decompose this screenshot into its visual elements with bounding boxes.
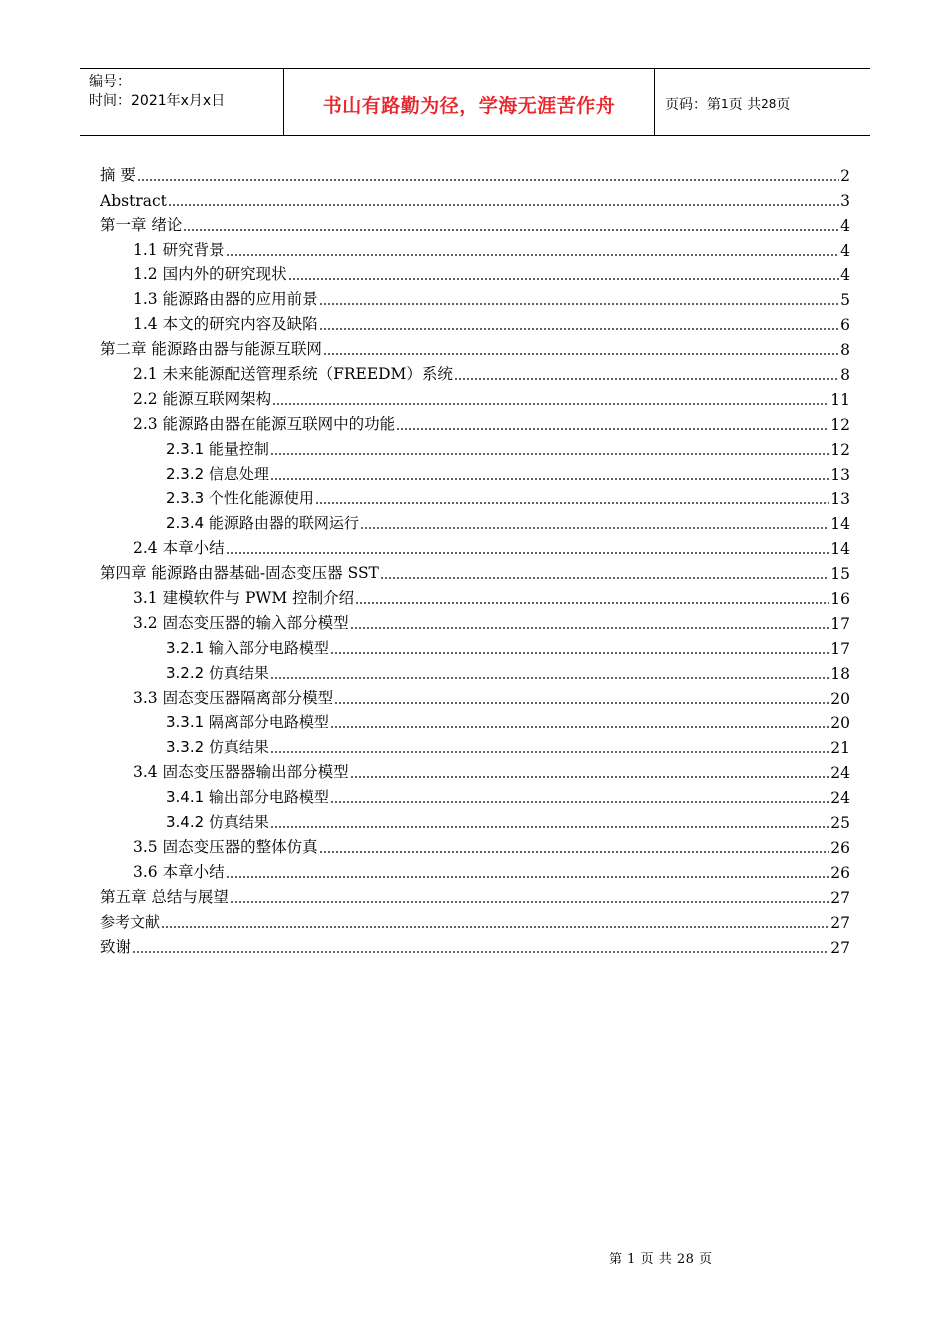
toc-dot-leader: [226, 254, 840, 256]
toc-entry[interactable]: [100, 807, 850, 832]
footer-current: 1: [627, 1252, 636, 1267]
toc-entry-title: 2.2 能源互联网架构: [133, 389, 272, 408]
toc-entry[interactable]: [100, 508, 850, 533]
toc-dot-leader: [270, 677, 829, 679]
toc-entry[interactable]: [100, 757, 850, 782]
header-page-suffix: 页: [776, 97, 791, 113]
toc-entry[interactable]: [100, 882, 850, 907]
footer-suffix: 页: [699, 1252, 713, 1267]
toc-entry-title: 3.3.1 隔离部分电路模型: [166, 713, 329, 732]
toc-entry-page: 26: [830, 838, 850, 857]
toc-entry[interactable]: [100, 409, 850, 434]
toc-entry-title: 2.3.2 信息处理: [166, 464, 269, 483]
toc-entry-title: 3.4 固态变压器器输出部分模型: [133, 763, 349, 782]
toc-entry[interactable]: [100, 235, 850, 260]
toc-dot-leader: [319, 851, 830, 853]
header-page-mid: 页 共: [728, 97, 762, 113]
toc-dot-leader: [396, 428, 829, 430]
toc-dot-leader: [230, 901, 829, 903]
toc-entry[interactable]: [100, 459, 850, 484]
toc-entry[interactable]: [100, 732, 850, 757]
toc-entry-page: 13: [830, 490, 850, 509]
toc-entry[interactable]: [100, 832, 850, 857]
footer-prefix: 第: [609, 1252, 623, 1267]
toc-entry-page: 15: [830, 565, 850, 584]
toc-entry[interactable]: [100, 284, 850, 309]
toc-entry-page: 24: [830, 764, 850, 783]
toc-entry[interactable]: [100, 857, 850, 882]
toc-entry-page: 27: [830, 938, 850, 957]
toc-entry-title: 3.1 建模软件与 PWM 控制介绍: [133, 589, 355, 608]
toc-dot-leader: [330, 652, 829, 654]
toc-entry-page: 27: [830, 913, 850, 932]
toc-entry-title: 2.4 本章小结: [133, 539, 225, 558]
toc-dot-leader: [270, 478, 829, 480]
toc-dot-leader: [380, 577, 829, 579]
toc-entry-title: 2.3.4 能源路由器的联网运行: [166, 514, 359, 533]
toc-entry-page: 4: [840, 266, 850, 285]
toc-dot-leader: [315, 502, 829, 504]
toc-dot-leader: [161, 926, 829, 928]
toc-entry-title: 2.1 未来能源配送管理系统（FREEDM）系统: [133, 365, 453, 384]
toc-dot-leader: [132, 951, 829, 953]
toc-dot-leader: [137, 179, 839, 181]
toc-entry[interactable]: [100, 907, 850, 932]
toc-dot-leader: [272, 403, 829, 405]
toc-dot-leader: [330, 726, 829, 728]
toc-entry-page: 14: [830, 540, 850, 559]
toc-dot-leader: [270, 751, 829, 753]
page-footer: [609, 1248, 713, 1267]
toc-entry-title: 3.2.1 输入部分电路模型: [166, 638, 329, 657]
toc-dot-leader: [454, 378, 839, 380]
toc-entry-page: 8: [840, 341, 850, 360]
toc-dot-leader: [355, 602, 829, 604]
header-page-prefix: 页码：第: [665, 97, 721, 113]
toc-entry[interactable]: [100, 359, 850, 384]
header-page-total: 28: [761, 97, 777, 111]
toc-entry-title: 2.3.1 能量控制: [166, 439, 269, 458]
toc-entry-title: 3.2.2 仿真结果: [166, 663, 269, 682]
toc-entry-page: 27: [830, 888, 850, 907]
header-page-info: [655, 69, 870, 135]
toc-dot-leader: [350, 776, 830, 778]
toc-entry[interactable]: [100, 658, 850, 683]
toc-entry-title: 第四章 能源路由器基础-固态变压器 SST: [100, 564, 379, 583]
toc-entry[interactable]: [100, 683, 850, 708]
toc-entry-page: 12: [830, 440, 850, 459]
toc-entry-title: 3.4.2 仿真结果: [166, 813, 269, 832]
toc-entry-page: 3: [840, 191, 850, 210]
toc-entry-page: 20: [830, 714, 850, 733]
toc-entry-title: 1.3 能源路由器的应用前景: [133, 290, 318, 309]
header-motto: 书山有路勤为径，学海无涯苦作舟: [283, 69, 655, 135]
toc-entry-page: 5: [840, 291, 850, 310]
toc-entry-title: 致谢: [100, 937, 132, 956]
toc-entry[interactable]: [100, 309, 850, 334]
toc-entry-page: 4: [840, 216, 850, 235]
toc-dot-leader: [288, 278, 840, 280]
toc-entry-title: 第一章 绪论: [100, 215, 183, 234]
footer-total: 28: [676, 1252, 695, 1267]
toc-dot-leader: [168, 204, 839, 206]
toc-entry-title: 3.2 固态变压器的输入部分模型: [133, 613, 349, 632]
toc-entry-page: 26: [830, 863, 850, 882]
footer-mid: 页 共: [640, 1252, 673, 1267]
toc-entry[interactable]: [100, 558, 850, 583]
toc-entry-title: Abstract: [100, 191, 167, 210]
toc-dot-leader: [330, 801, 829, 803]
toc-entry-page: 12: [830, 415, 850, 434]
header-meta: [80, 69, 283, 135]
toc-entry-title: 3.3.2 仿真结果: [166, 738, 269, 757]
toc-entry-title: 2.3 能源路由器在能源互联网中的功能: [133, 414, 396, 433]
toc-entry-page: 24: [830, 789, 850, 808]
toc-entry-title: 第二章 能源路由器与能源互联网: [100, 340, 322, 359]
toc-entry[interactable]: [100, 185, 850, 210]
toc-entry[interactable]: [100, 210, 850, 235]
toc-dot-leader: [350, 627, 830, 629]
toc-entry-page: 2: [840, 166, 850, 185]
toc-dot-leader: [183, 229, 839, 231]
toc-entry-title: 1.1 研究背景: [133, 240, 225, 259]
toc-entry[interactable]: [100, 583, 850, 608]
toc-entry-page: 4: [840, 241, 850, 260]
toc-entry[interactable]: [100, 384, 850, 409]
toc-dot-leader: [323, 353, 839, 355]
toc-entry-page: 17: [830, 614, 850, 633]
toc-entry-title: 2.3.3 个性化能源使用: [166, 489, 314, 508]
toc-entry-page: 18: [830, 664, 850, 683]
toc-entry[interactable]: [100, 160, 850, 185]
toc-entry[interactable]: [100, 608, 850, 633]
toc-entry-page: 11: [830, 390, 850, 409]
toc-dot-leader: [226, 552, 830, 554]
page-header: [80, 68, 870, 136]
toc-entry-title: 3.6 本章小结: [133, 862, 225, 881]
toc-entry-page: 6: [840, 316, 850, 335]
toc-entry-title: 1.4 本文的研究内容及缺陷: [133, 315, 318, 334]
toc-dot-leader: [270, 826, 829, 828]
toc-entry-page: 16: [830, 590, 850, 609]
toc-entry-page: 17: [830, 639, 850, 658]
toc-entry[interactable]: [100, 434, 850, 459]
toc-dot-leader: [319, 303, 840, 305]
toc-entry-page: 14: [830, 515, 850, 534]
toc-entry-page: 25: [830, 814, 850, 833]
toc-entry[interactable]: [100, 260, 850, 285]
header-page-current: 1: [721, 97, 729, 111]
document-time-label: 时间：2021年x月x日: [89, 93, 226, 109]
toc-entry-title: 1.2 国内外的研究现状: [133, 265, 287, 284]
toc-entry[interactable]: [100, 932, 850, 957]
toc-entry-title: 3.4.1 输出部分电路模型: [166, 788, 329, 807]
toc-entry-page: 13: [830, 465, 850, 484]
toc-entry[interactable]: [100, 708, 850, 733]
toc-dot-leader: [270, 453, 829, 455]
toc-entry-title: 3.3 固态变压器隔离部分模型: [133, 688, 334, 707]
toc-entry[interactable]: [100, 633, 850, 658]
toc-entry[interactable]: [100, 484, 850, 509]
toc-entry-title: 第五章 总结与展望: [100, 887, 229, 906]
toc-dot-leader: [334, 702, 829, 704]
toc-entry-page: 21: [830, 739, 850, 758]
toc-entry[interactable]: [100, 782, 850, 807]
toc-dot-leader: [360, 527, 829, 529]
document-number-label: 编号：: [89, 74, 131, 90]
toc-entry-title: 参考文献: [100, 912, 161, 931]
toc-entry-title: 3.5 固态变压器的整体仿真: [133, 837, 318, 856]
toc-dot-leader: [226, 876, 830, 878]
toc-entry-title: 摘 要: [100, 165, 136, 184]
toc-entry[interactable]: [100, 533, 850, 558]
toc-entry-page: 20: [830, 689, 850, 708]
toc-entry-page: 8: [840, 366, 850, 385]
toc-entry[interactable]: [100, 334, 850, 359]
toc-dot-leader: [319, 328, 840, 330]
table-of-contents: [100, 160, 850, 957]
